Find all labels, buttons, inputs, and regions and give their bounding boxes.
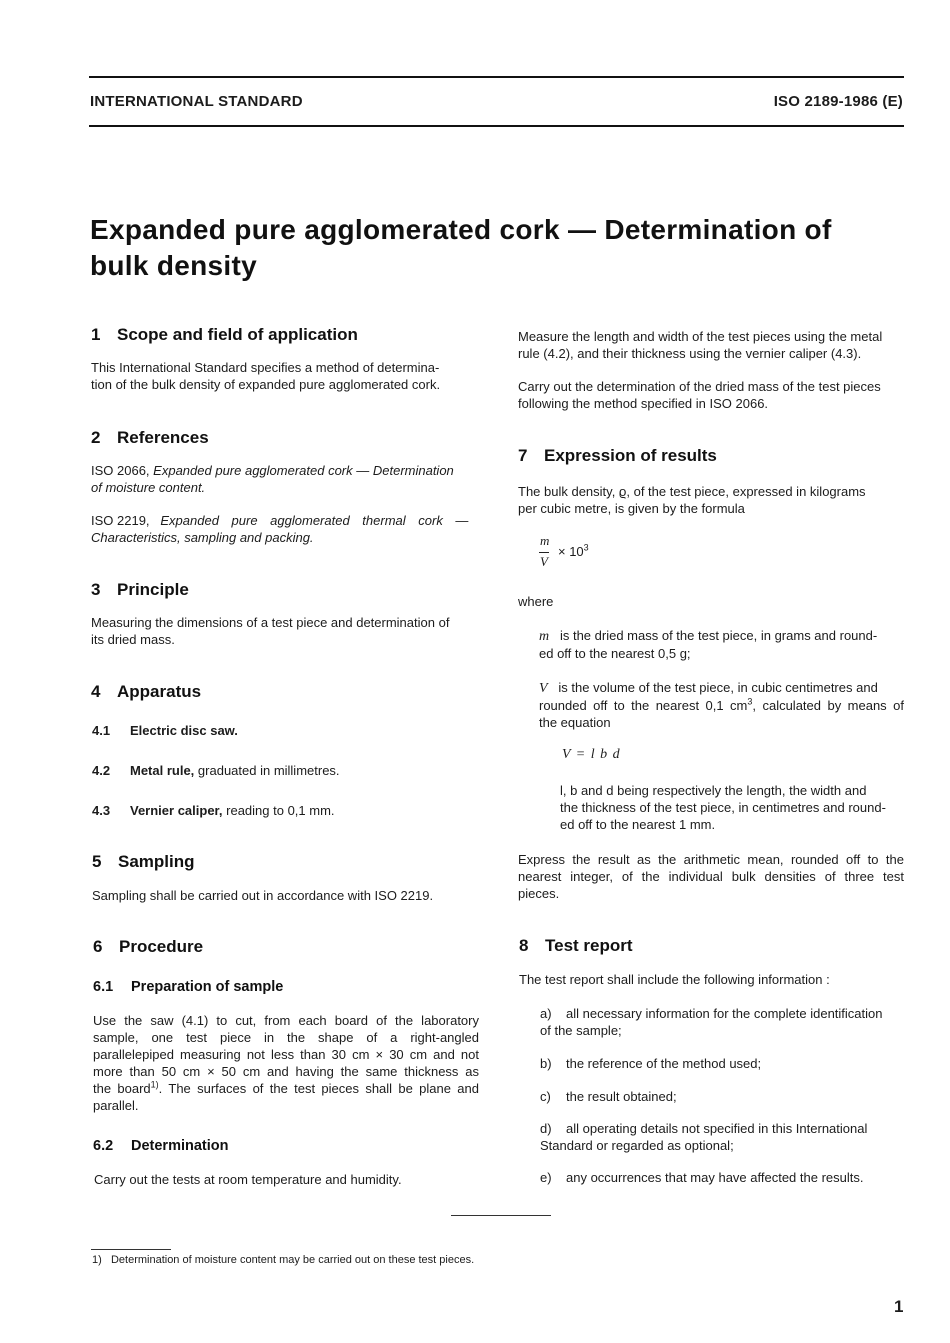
reference-title: Expanded pure agglomerated thermal cork —	[160, 513, 469, 528]
text-line: The bulk density, ϱ, of the test piece, expressed in kilograms	[518, 484, 866, 499]
section-4-heading	[91, 682, 201, 702]
list-label: b)	[540, 1056, 552, 1071]
text-line: sample, one test piece in the shape of a right-angled	[93, 1030, 479, 1045]
item-text: reading to 0,1 mm.	[226, 803, 335, 818]
section-number: 4	[91, 682, 101, 701]
text-fragment: is the dried mass of the test piece, in grams and round-	[559, 628, 878, 643]
reference-code: ISO 2219,	[91, 513, 150, 528]
text-line: Sampling shall be carried out in accordance with ISO 2219.	[92, 888, 434, 903]
text-line: Use the saw (4.1) to cut, from each board of the laboratory	[93, 1013, 479, 1028]
where-label: where	[518, 594, 554, 609]
section-number: 8	[519, 936, 529, 955]
text-line: Measuring the dimensions of a test piece and determination of	[91, 615, 450, 630]
section-title: Procedure	[119, 937, 204, 956]
header-bottom-rule	[89, 125, 904, 127]
text-line: following the method specified in ISO 2066.	[518, 396, 769, 411]
section-title: Expression of results	[544, 446, 717, 465]
list-label: e)	[540, 1170, 552, 1185]
section-8-heading	[519, 936, 633, 956]
item-number: 4.2	[92, 763, 111, 778]
section-number: 2	[91, 428, 101, 447]
report-item-a	[540, 1005, 905, 1039]
end-rule	[451, 1215, 551, 1216]
text-line: Carry out the determination of the dried mass of the test pieces	[518, 379, 881, 394]
text-line: per cubic metre, is given by the formula	[518, 501, 745, 516]
reference-code: ISO 2066,	[91, 463, 150, 478]
list-label: c)	[540, 1089, 551, 1104]
text-line: the thickness of the test piece, in centimetres and round-	[560, 800, 886, 815]
document-title	[90, 212, 890, 284]
footnote	[92, 1254, 474, 1266]
measurement-paragraph	[518, 328, 904, 362]
density-formula	[538, 533, 618, 573]
subsection-6-1-heading	[93, 979, 283, 995]
fraction-denominator: V	[540, 554, 548, 569]
text-line: tion of the bulk density of expanded pure agglomerated cork.	[91, 377, 441, 392]
section-2-heading	[91, 428, 209, 448]
fraction-numerator: m	[540, 533, 550, 548]
report-item-e	[540, 1169, 863, 1186]
section-number: 5	[92, 852, 102, 871]
symbol-v: V	[539, 681, 548, 696]
apparatus-item-4-3	[92, 803, 335, 818]
item-name: Metal rule,	[130, 763, 195, 778]
subsection-6-2-heading	[93, 1138, 229, 1154]
report-item-b	[540, 1055, 761, 1072]
text-line: nearest integer, of the individual bulk densities of three test	[518, 869, 904, 884]
section-number: 6	[93, 937, 103, 956]
text-line: the equation	[539, 715, 611, 730]
title-line-1: Expanded pure agglomerated cork — Determination of	[90, 214, 832, 245]
volume-equation: V = l b d	[562, 747, 620, 762]
section-5-heading	[92, 852, 195, 872]
section-1-text	[91, 359, 478, 393]
section-number: 7	[518, 446, 528, 465]
reference-title: of moisture content.	[91, 480, 206, 495]
section-5-text	[92, 887, 479, 904]
list-text: all operating details not specified in this International	[566, 1121, 868, 1136]
multiplier	[558, 544, 589, 559]
list-text: the reference of the method used;	[566, 1056, 762, 1071]
text-fragment: , calculated by means of	[752, 698, 904, 713]
section-title: Test report	[545, 936, 633, 955]
text-line: Carry out the tests at room temperature and humidity.	[94, 1172, 402, 1187]
section-title: Principle	[117, 580, 189, 599]
fraction-bar	[539, 552, 549, 553]
reference-title: Characteristics, sampling and packing.	[91, 530, 314, 545]
symbol-m: m	[539, 629, 550, 644]
text-line: Measure the length and width of the test pieces using the metal	[518, 329, 883, 344]
header-right: ISO 2189-1986 (E)	[773, 93, 903, 110]
footnote-mark: 1)	[92, 1254, 102, 1266]
title-line-2: bulk density	[90, 250, 257, 281]
section-title: Scope and field of application	[117, 325, 358, 344]
list-text: the result obtained;	[566, 1089, 677, 1104]
text-line: parallelepiped measuring not less than 30 cm × 30 cm and not	[93, 1047, 479, 1062]
definition-m	[539, 627, 904, 662]
superscript: 3	[747, 696, 753, 707]
definition-v	[539, 679, 904, 731]
dimensions-description	[560, 782, 904, 833]
section-7-intro	[518, 483, 904, 517]
result-expression-paragraph	[518, 851, 904, 902]
text-fragment: is the volume of the test piece, in cubic centimetres and	[558, 680, 878, 695]
header-left: INTERNATIONAL STANDARD	[90, 93, 303, 110]
exponent: 3	[583, 542, 589, 553]
section-number: 1	[91, 325, 101, 344]
text-line: This International Standard specifies a method of determina-	[91, 360, 440, 375]
text-line: more than 50 cm × 50 cm and having the same thickness as	[93, 1064, 479, 1079]
section-7-heading	[518, 446, 717, 466]
text-fragment: the board	[93, 1081, 151, 1096]
list-label: d)	[540, 1121, 552, 1136]
section-number: 3	[91, 580, 101, 599]
item-name: Electric disc saw.	[130, 723, 238, 738]
list-text: Standard or regarded as optional;	[540, 1138, 734, 1153]
item-text: graduated in millimetres.	[197, 763, 340, 778]
text-line: ed off to the nearest 1 mm.	[560, 817, 716, 832]
report-item-d	[540, 1120, 905, 1154]
reference-iso-2219	[91, 512, 478, 546]
text-fragment: . The surfaces of the test pieces shall be plane and	[158, 1081, 479, 1096]
reference-title: Expanded pure agglomerated cork — Determination	[153, 463, 454, 478]
text-line: ed off to the nearest 0,5 g;	[539, 646, 691, 661]
item-name: Vernier caliper,	[130, 803, 223, 818]
text-fragment: rounded off to the nearest 0,1 cm	[539, 698, 748, 713]
page-number: 1	[894, 1297, 904, 1316]
section-3-heading	[91, 580, 189, 600]
text-line: its dried mass.	[91, 632, 175, 647]
dried-mass-paragraph	[518, 378, 904, 412]
subsection-6-1-text	[93, 1012, 479, 1114]
item-number: 4.1	[92, 723, 111, 738]
section-6-heading	[93, 937, 203, 957]
reference-iso-2066	[91, 462, 478, 496]
list-text: all necessary information for the complete identification	[566, 1006, 883, 1021]
subsection-title: Preparation of sample	[131, 979, 284, 995]
list-text: any occurrences that may have affected the results.	[566, 1170, 864, 1185]
footnote-rule	[91, 1249, 171, 1250]
item-number: 4.3	[92, 803, 111, 818]
apparatus-item-4-2	[92, 763, 340, 778]
footnote-reference: 1)	[150, 1079, 159, 1090]
list-label: a)	[540, 1006, 552, 1021]
text-line: pieces.	[518, 886, 560, 901]
section-title: Apparatus	[117, 682, 202, 701]
header-top-rule	[89, 76, 904, 78]
section-title: Sampling	[118, 852, 195, 871]
text-line: rule (4.2), and their thickness using the vernier caliper (4.3).	[518, 346, 862, 361]
footnote-text: Determination of moisture content may be carried out on these test pieces.	[110, 1254, 475, 1266]
text-line: Express the result as the arithmetic mean, rounded off to the	[518, 852, 904, 867]
list-text: of the sample;	[540, 1023, 622, 1038]
section-8-intro: The test report shall include the following information :	[519, 972, 830, 987]
subsection-6-2-text	[94, 1171, 480, 1188]
report-item-c	[540, 1088, 677, 1105]
text-line: parallel.	[93, 1098, 139, 1113]
subsection-number: 6.1	[93, 979, 114, 995]
subsection-title: Determination	[131, 1138, 229, 1154]
apparatus-item-4-1	[92, 723, 238, 738]
text-line: l, b and d being respectively the length, the width and	[560, 783, 867, 798]
subsection-number: 6.2	[93, 1138, 114, 1154]
section-1-heading	[91, 325, 358, 345]
section-title: References	[117, 428, 209, 447]
multiplier-text: × 10	[558, 544, 584, 559]
section-3-text	[91, 614, 478, 648]
